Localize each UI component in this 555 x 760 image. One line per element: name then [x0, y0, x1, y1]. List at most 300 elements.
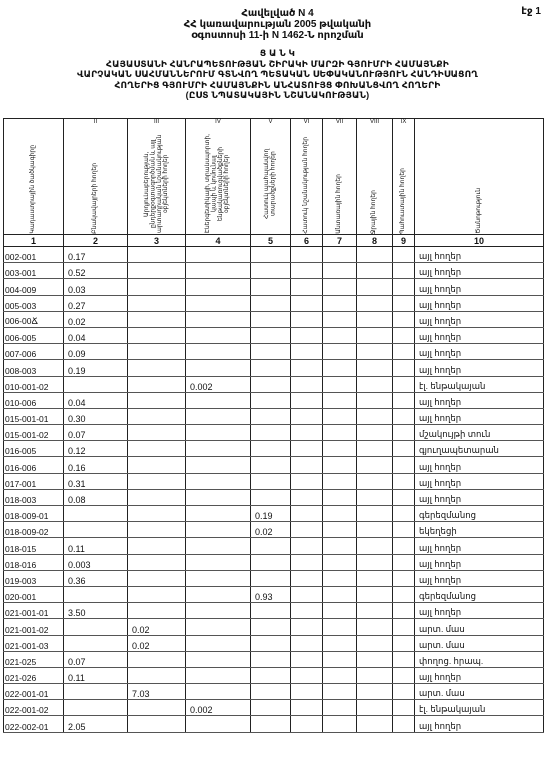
reserve-lands-cell: [393, 489, 415, 505]
protected-lands-cell: [251, 651, 291, 667]
special-lands-cell: [291, 651, 323, 667]
note-cell: արտ. մաս: [415, 684, 544, 700]
column-number: 10: [415, 235, 544, 247]
reserve-lands-cell: [393, 344, 415, 360]
energy-lands-cell: [186, 489, 251, 505]
column-header-row: [4, 130, 544, 235]
cadastral-code-cell: 016-006: [4, 457, 64, 473]
cadastral-code-cell: 021-025: [4, 651, 64, 667]
special-lands-cell: [291, 344, 323, 360]
table-row: [4, 651, 544, 667]
column-header-forest-lands: [323, 130, 357, 235]
special-lands-cell: [291, 586, 323, 602]
cadastral-code-cell: 021-026: [4, 667, 64, 683]
special-lands-cell: [291, 554, 323, 570]
special-lands-cell: [291, 506, 323, 522]
settlement-lands-cell: 0.003: [64, 554, 128, 570]
note-cell: այլ հողեր: [415, 327, 544, 343]
column-header-text: Բնակավայրերի հողեր: [92, 163, 99, 234]
appendix-line-1: Հավելված N 4: [241, 8, 314, 19]
settlement-lands-cell: 2.05: [64, 716, 128, 732]
cadastral-code-cell: 010-006: [4, 392, 64, 408]
energy-lands-cell: [186, 408, 251, 424]
reserve-lands-cell: [393, 473, 415, 489]
forest-lands-cell: [323, 667, 357, 683]
settlement-lands-cell: 0.07: [64, 651, 128, 667]
column-header-text: Ջրային հողեր: [371, 189, 378, 234]
table-row: [4, 522, 544, 538]
energy-lands-cell: [186, 311, 251, 327]
reserve-lands-cell: [393, 603, 415, 619]
page-number: էջ 1: [521, 6, 541, 17]
column-header-text: Էներգետիկայի, տրանսպորտի, կապի և կոմունալ ենթակառուցվածքների օբյեկտների հողեր: [205, 134, 231, 234]
roman-cell: IV: [186, 119, 251, 131]
column-header-text: Հատուկ նշանակության հողեր: [303, 137, 310, 234]
special-lands-cell: [291, 473, 323, 489]
roman-header-row: [4, 119, 544, 131]
cadastral-code-cell: 018-003: [4, 489, 64, 505]
note-cell: այլ հողեր: [415, 408, 544, 424]
settlement-lands-cell: 0.08: [64, 489, 128, 505]
energy-lands-cell: [186, 603, 251, 619]
forest-lands-cell: [323, 619, 357, 635]
settlement-lands-cell: 0.02: [64, 311, 128, 327]
title-line-1: Ց Ա Ն Կ: [259, 48, 296, 58]
roman-cell: IX: [393, 119, 415, 131]
table-row: [4, 457, 544, 473]
protected-lands-cell: [251, 441, 291, 457]
reserve-lands-cell: [393, 295, 415, 311]
energy-lands-cell: [186, 247, 251, 263]
forest-lands-cell: [323, 570, 357, 586]
forest-lands-cell: [323, 586, 357, 602]
protected-lands-cell: [251, 425, 291, 441]
water-lands-cell: [357, 311, 393, 327]
note-cell: այլ հողեր: [415, 554, 544, 570]
reserve-lands-cell: [393, 651, 415, 667]
industrial-lands-cell: [128, 311, 186, 327]
forest-lands-cell: [323, 538, 357, 554]
settlement-lands-cell: 0.30: [64, 408, 128, 424]
protected-lands-cell: [251, 376, 291, 392]
forest-lands-cell: [323, 522, 357, 538]
settlement-lands-cell: [64, 635, 128, 651]
reserve-lands-cell: [393, 619, 415, 635]
reserve-lands-cell: [393, 247, 415, 263]
table-row: [4, 295, 544, 311]
industrial-lands-cell: [128, 295, 186, 311]
water-lands-cell: [357, 425, 393, 441]
forest-lands-cell: [323, 295, 357, 311]
water-lands-cell: [357, 603, 393, 619]
settlement-lands-cell: 0.04: [64, 327, 128, 343]
table-row: [4, 667, 544, 683]
protected-lands-cell: [251, 554, 291, 570]
cadastral-code-cell: 016-005: [4, 441, 64, 457]
cadastral-code-cell: 007-006: [4, 344, 64, 360]
protected-lands-cell: [251, 603, 291, 619]
settlement-lands-cell: 0.11: [64, 538, 128, 554]
note-cell: այլ հողեր: [415, 295, 544, 311]
industrial-lands-cell: [128, 489, 186, 505]
energy-lands-cell: [186, 538, 251, 554]
cadastral-code-cell: 018-015: [4, 538, 64, 554]
industrial-lands-cell: [128, 700, 186, 716]
settlement-lands-cell: 0.07: [64, 425, 128, 441]
energy-lands-cell: [186, 360, 251, 376]
water-lands-cell: [357, 392, 393, 408]
special-lands-cell: [291, 441, 323, 457]
cadastral-code-cell: 018-009-01: [4, 506, 64, 522]
forest-lands-cell: [323, 554, 357, 570]
table-row: [4, 473, 544, 489]
forest-lands-cell: [323, 489, 357, 505]
note-cell: էլ. ենթակայան: [415, 376, 544, 392]
energy-lands-cell: [186, 457, 251, 473]
water-lands-cell: [357, 538, 393, 554]
column-header-reserve-lands: [393, 130, 415, 235]
column-header-protected-lands: [251, 130, 291, 235]
note-cell: այլ հողեր: [415, 457, 544, 473]
energy-lands-cell: [186, 506, 251, 522]
special-lands-cell: [291, 667, 323, 683]
water-lands-cell: [357, 506, 393, 522]
special-lands-cell: [291, 635, 323, 651]
industrial-lands-cell: [128, 586, 186, 602]
title-line-4: ՀՈՂԵՐԻՑ ԳՅՈՒՄՐԻ ՀԱՄԱՅՆՔԻՆ ԱՆՀԱՏՈՒՅՑ ՓՈԽԱՆՑՎՈՂ ՀՈՂԵՐԻ: [114, 79, 441, 90]
title-line-5: (ԸՍՏ ՆՊԱՏԱԿԱՅԻՆ ՆՇԱՆԱԿՈՒԹՅԱՆ): [185, 90, 370, 100]
protected-lands-cell: [251, 327, 291, 343]
cadastral-code-cell: 019-003: [4, 570, 64, 586]
water-lands-cell: [357, 700, 393, 716]
table-row: [4, 554, 544, 570]
energy-lands-cell: [186, 425, 251, 441]
column-header-water-lands: [357, 130, 393, 235]
forest-lands-cell: [323, 700, 357, 716]
protected-lands-cell: [251, 263, 291, 279]
special-lands-cell: [291, 538, 323, 554]
note-cell: այլ հողեր: [415, 279, 544, 295]
column-number: 6: [291, 235, 323, 247]
special-lands-cell: [291, 279, 323, 295]
note-cell: գյուղապետարան: [415, 441, 544, 457]
column-header-special-lands: [291, 130, 323, 235]
reserve-lands-cell: [393, 586, 415, 602]
title-line-2: ՀԱՅԱՍՏԱՆԻ ՀԱՆՐԱՊԵՏՈՒԹՅԱՆ ՇԻՐԱԿԻ ՄԱՐԶԻ ԳՅՈՒՄՐԻ ՀԱՄԱՅՆՔԻ: [106, 58, 449, 69]
energy-lands-cell: [186, 279, 251, 295]
column-number: 1: [4, 235, 64, 247]
special-lands-cell: [291, 700, 323, 716]
forest-lands-cell: [323, 376, 357, 392]
energy-lands-cell: [186, 667, 251, 683]
cadastral-code-cell: 020-001: [4, 586, 64, 602]
protected-lands-cell: [251, 473, 291, 489]
settlement-lands-cell: 0.52: [64, 263, 128, 279]
water-lands-cell: [357, 489, 393, 505]
column-number: 4: [186, 235, 251, 247]
special-lands-cell: [291, 263, 323, 279]
water-lands-cell: [357, 684, 393, 700]
cadastral-code-cell: 015-001-02: [4, 425, 64, 441]
table-row: [4, 489, 544, 505]
forest-lands-cell: [323, 279, 357, 295]
settlement-lands-cell: [64, 586, 128, 602]
cadastral-code-cell: 010-001-02: [4, 376, 64, 392]
protected-lands-cell: [251, 635, 291, 651]
settlement-lands-cell: [64, 684, 128, 700]
water-lands-cell: [357, 473, 393, 489]
roman-cell: VIII: [357, 119, 393, 131]
table-row: [4, 263, 544, 279]
protected-lands-cell: [251, 392, 291, 408]
forest-lands-cell: [323, 635, 357, 651]
note-cell: արտ. մաս: [415, 635, 544, 651]
reserve-lands-cell: [393, 408, 415, 424]
protected-lands-cell: [251, 489, 291, 505]
industrial-lands-cell: 0.02: [128, 635, 186, 651]
industrial-lands-cell: [128, 279, 186, 295]
cadastral-code-cell: 004-009: [4, 279, 64, 295]
note-cell: այլ հողեր: [415, 392, 544, 408]
cadastral-code-cell: 008-003: [4, 360, 64, 376]
column-header-industrial-lands: [128, 130, 186, 235]
settlement-lands-cell: [64, 700, 128, 716]
reserve-lands-cell: [393, 700, 415, 716]
reserve-lands-cell: [393, 392, 415, 408]
note-cell: գերեզմանոց: [415, 506, 544, 522]
forest-lands-cell: [323, 360, 357, 376]
energy-lands-cell: [186, 295, 251, 311]
cadastral-code-cell: 018-016: [4, 554, 64, 570]
energy-lands-cell: [186, 716, 251, 732]
reserve-lands-cell: [393, 522, 415, 538]
industrial-lands-cell: 0.02: [128, 619, 186, 635]
forest-lands-cell: [323, 441, 357, 457]
roman-cell: V: [251, 119, 291, 131]
industrial-lands-cell: [128, 716, 186, 732]
title-line-3: ՎԱՐՉԱԿԱՆ ՍԱՀՄԱՆՆԵՐՈՒՄ ԳՏՆՎՈՂ ՊԵՏԱԿԱՆ ՍԵՓԱԿԱՆՈՒԹՅՈՒՆ ՀԱՆԴԻՍԱՑՈՂ: [76, 69, 479, 79]
column-header-note: [415, 130, 544, 235]
industrial-lands-cell: [128, 344, 186, 360]
industrial-lands-cell: [128, 603, 186, 619]
industrial-lands-cell: [128, 247, 186, 263]
industrial-lands-cell: [128, 441, 186, 457]
note-cell: արտ. մաս: [415, 619, 544, 635]
water-lands-cell: [357, 263, 393, 279]
protected-lands-cell: 0.02: [251, 522, 291, 538]
industrial-lands-cell: [128, 651, 186, 667]
table-row: [4, 603, 544, 619]
cadastral-code-cell: 015-001-01: [4, 408, 64, 424]
note-cell: այլ հողեր: [415, 247, 544, 263]
settlement-lands-cell: 0.04: [64, 392, 128, 408]
note-cell: մշակույթի տուն: [415, 425, 544, 441]
industrial-lands-cell: [128, 376, 186, 392]
settlement-lands-cell: 0.31: [64, 473, 128, 489]
settlement-lands-cell: 0.27: [64, 295, 128, 311]
column-number: 7: [323, 235, 357, 247]
cadastral-code-cell: 002-001: [4, 247, 64, 263]
reserve-lands-cell: [393, 360, 415, 376]
reserve-lands-cell: [393, 327, 415, 343]
table-row: [4, 327, 544, 343]
note-cell: այլ հողեր: [415, 473, 544, 489]
industrial-lands-cell: [128, 506, 186, 522]
column-header-settlement-lands: [64, 130, 128, 235]
document-title: [0, 48, 555, 101]
protected-lands-cell: [251, 408, 291, 424]
energy-lands-cell: [186, 344, 251, 360]
column-header-energy-lands: [186, 130, 251, 235]
protected-lands-cell: [251, 295, 291, 311]
appendix-line-2: ՀՀ կառավարության 2005 թվականի: [183, 19, 372, 30]
energy-lands-cell: [186, 327, 251, 343]
reserve-lands-cell: [393, 538, 415, 554]
forest-lands-cell: [323, 425, 357, 441]
column-header-text: Հատուկ պահպանվող տարածքների հողեր: [264, 148, 277, 220]
protected-lands-cell: [251, 360, 291, 376]
water-lands-cell: [357, 619, 393, 635]
cadastral-code-cell: 006-005: [4, 327, 64, 343]
reserve-lands-cell: [393, 441, 415, 457]
land-table: [3, 118, 544, 733]
roman-cell: [415, 119, 544, 131]
settlement-lands-cell: [64, 506, 128, 522]
reserve-lands-cell: [393, 376, 415, 392]
water-lands-cell: [357, 457, 393, 473]
water-lands-cell: [357, 344, 393, 360]
table-row: [4, 279, 544, 295]
water-lands-cell: [357, 408, 393, 424]
special-lands-cell: [291, 247, 323, 263]
industrial-lands-cell: [128, 327, 186, 343]
cadastral-code-cell: 006-00Ճ: [4, 311, 64, 327]
water-lands-cell: [357, 570, 393, 586]
column-header-text: Անտառային հողեր: [336, 174, 343, 234]
water-lands-cell: [357, 247, 393, 263]
table-row: [4, 392, 544, 408]
column-header-text: Կադաստրային ծածկագիրը: [30, 145, 37, 234]
forest-lands-cell: [323, 506, 357, 522]
table-row: [4, 716, 544, 732]
column-header-text: Պահուստային հողեր: [400, 167, 407, 234]
energy-lands-cell: 0.002: [186, 700, 251, 716]
energy-lands-cell: [186, 522, 251, 538]
energy-lands-cell: [186, 651, 251, 667]
note-cell: այլ հողեր: [415, 716, 544, 732]
column-number: 8: [357, 235, 393, 247]
note-cell: այլ հողեր: [415, 538, 544, 554]
reserve-lands-cell: [393, 311, 415, 327]
cadastral-code-cell: 021-001-03: [4, 635, 64, 651]
table-row: [4, 619, 544, 635]
note-cell: այլ հողեր: [415, 344, 544, 360]
appendix-line-3: օգոստոսի 11-ի N 1462-Ն որոշման: [191, 30, 364, 41]
reserve-lands-cell: [393, 554, 415, 570]
special-lands-cell: [291, 360, 323, 376]
cadastral-code-cell: 005-003: [4, 295, 64, 311]
table-row: [4, 408, 544, 424]
protected-lands-cell: [251, 279, 291, 295]
table-row: [4, 441, 544, 457]
protected-lands-cell: [251, 570, 291, 586]
water-lands-cell: [357, 360, 393, 376]
table-row: [4, 570, 544, 586]
water-lands-cell: [357, 554, 393, 570]
special-lands-cell: [291, 311, 323, 327]
note-cell: այլ հողեր: [415, 489, 544, 505]
water-lands-cell: [357, 522, 393, 538]
cadastral-code-cell: 003-001: [4, 263, 64, 279]
protected-lands-cell: [251, 667, 291, 683]
energy-lands-cell: [186, 441, 251, 457]
roman-cell: [4, 119, 64, 131]
industrial-lands-cell: [128, 522, 186, 538]
protected-lands-cell: [251, 716, 291, 732]
energy-lands-cell: [186, 570, 251, 586]
water-lands-cell: [357, 327, 393, 343]
protected-lands-cell: [251, 311, 291, 327]
cadastral-code-cell: 022-001-02: [4, 700, 64, 716]
table-row: [4, 376, 544, 392]
industrial-lands-cell: [128, 392, 186, 408]
column-number: 3: [128, 235, 186, 247]
protected-lands-cell: 0.19: [251, 506, 291, 522]
column-number-row: [4, 235, 544, 247]
note-cell: գերեզմանոց: [415, 586, 544, 602]
special-lands-cell: [291, 603, 323, 619]
special-lands-cell: [291, 716, 323, 732]
water-lands-cell: [357, 295, 393, 311]
roman-cell: II: [64, 119, 128, 131]
note-cell: այլ հողեր: [415, 360, 544, 376]
settlement-lands-cell: [64, 522, 128, 538]
water-lands-cell: [357, 667, 393, 683]
special-lands-cell: [291, 489, 323, 505]
forest-lands-cell: [323, 408, 357, 424]
special-lands-cell: [291, 327, 323, 343]
reserve-lands-cell: [393, 279, 415, 295]
cadastral-code-cell: 018-009-02: [4, 522, 64, 538]
energy-lands-cell: [186, 619, 251, 635]
forest-lands-cell: [323, 684, 357, 700]
reserve-lands-cell: [393, 635, 415, 651]
industrial-lands-cell: 7.03: [128, 684, 186, 700]
roman-cell: III: [128, 119, 186, 131]
forest-lands-cell: [323, 603, 357, 619]
forest-lands-cell: [323, 311, 357, 327]
table-row: [4, 684, 544, 700]
reserve-lands-cell: [393, 716, 415, 732]
special-lands-cell: [291, 295, 323, 311]
energy-lands-cell: [186, 586, 251, 602]
table-body: [4, 247, 544, 733]
industrial-lands-cell: [128, 554, 186, 570]
protected-lands-cell: [251, 538, 291, 554]
table-row: [4, 425, 544, 441]
water-lands-cell: [357, 441, 393, 457]
reserve-lands-cell: [393, 425, 415, 441]
industrial-lands-cell: [128, 263, 186, 279]
protected-lands-cell: [251, 700, 291, 716]
note-cell: այլ հողեր: [415, 667, 544, 683]
reserve-lands-cell: [393, 667, 415, 683]
settlement-lands-cell: 0.16: [64, 457, 128, 473]
settlement-lands-cell: 0.03: [64, 279, 128, 295]
cadastral-code-cell: 022-002-01: [4, 716, 64, 732]
forest-lands-cell: [323, 327, 357, 343]
table-row: [4, 586, 544, 602]
